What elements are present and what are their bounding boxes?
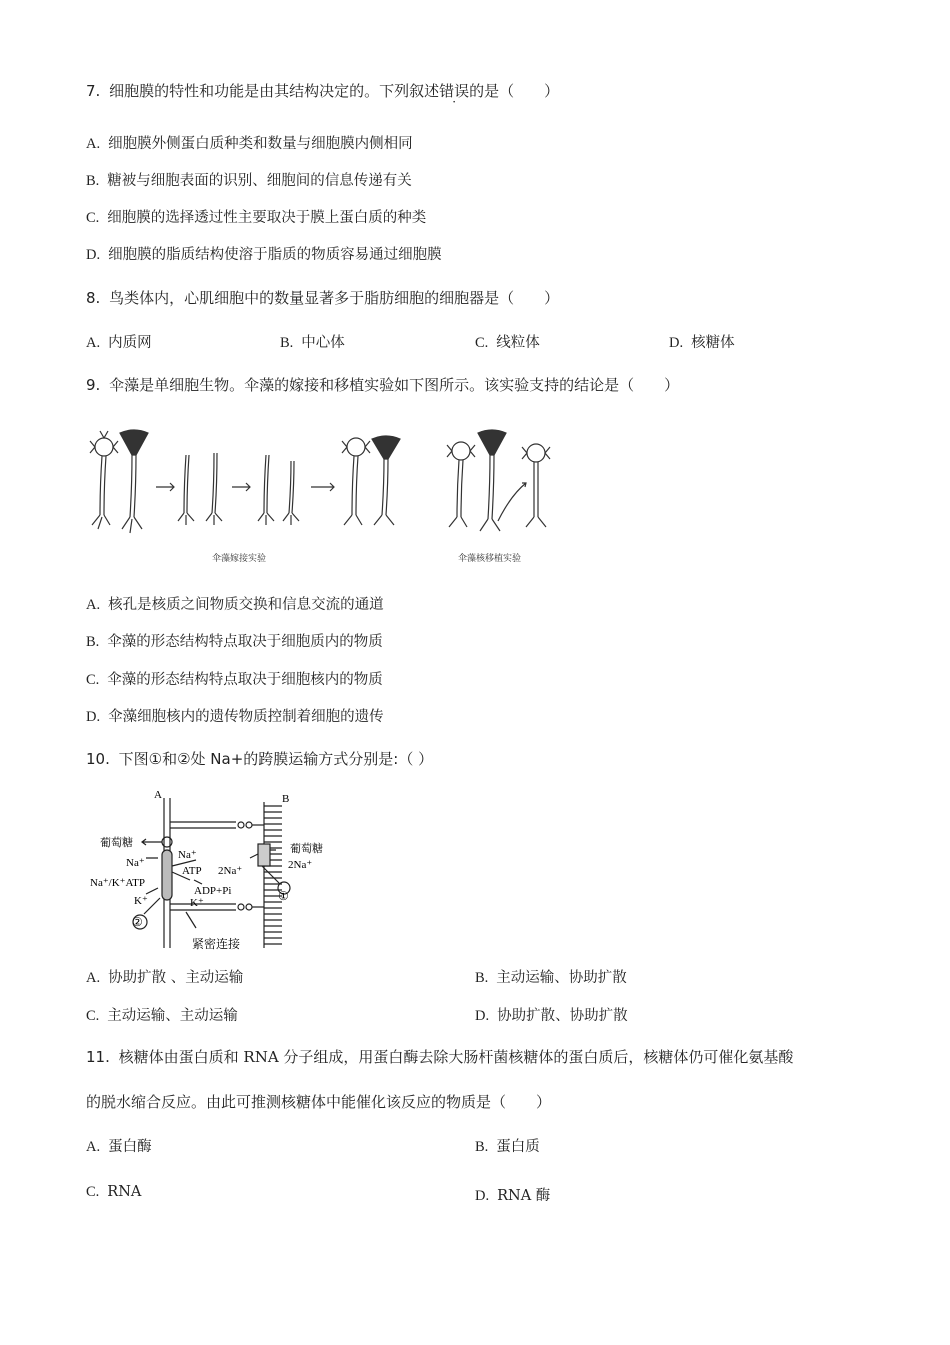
option-text: 伞藻的形态结构特点取决于细胞核内的物质	[107, 672, 383, 688]
q7-stem-emphasis: 错误	[439, 82, 470, 100]
option-key: D.	[669, 335, 684, 351]
acetabularia-figure	[86, 425, 566, 545]
label-b: B	[282, 793, 290, 805]
q7-option-a[interactable]	[86, 132, 413, 153]
q9-option-d[interactable]	[86, 705, 384, 726]
q9-number: 9.	[86, 376, 101, 394]
q9-stem-text: 伞藻是单细胞生物。伞藻的嫁接和移植实验如下图所示。该实验支持的结论是（ ）	[109, 376, 680, 394]
q7-number: 7.	[86, 82, 101, 100]
option-text: 协助扩散 、主动运输	[108, 970, 244, 986]
option-key: A.	[86, 597, 101, 613]
q11-number: 11.	[86, 1048, 110, 1066]
q11-stem-text-1: 核糖体由蛋白质和 RNA 分子组成，用蛋白酶去除大肠杆菌核糖体的蛋白质后，核糖体仍可催化氨基酸	[118, 1048, 794, 1066]
option-key: C.	[475, 335, 489, 351]
q8-option-d[interactable]	[669, 331, 735, 352]
option-key: D.	[86, 709, 101, 725]
umbrella-cap-alga	[120, 430, 148, 533]
option-key: A.	[86, 136, 101, 152]
q9-option-b[interactable]	[86, 630, 383, 651]
option-text: 核孔是核质之间物质交换和信息交流的通道	[108, 597, 384, 613]
option-key: C.	[86, 672, 100, 688]
option-key: B.	[475, 1139, 489, 1155]
q10-stem-text: 下图①和②处 Na+的跨膜运输方式分别是:（ ）	[118, 750, 434, 768]
option-key: B.	[280, 335, 294, 351]
option-key: C.	[86, 1008, 100, 1024]
option-key: D.	[475, 1008, 490, 1024]
option-key: A.	[86, 1139, 101, 1155]
q11-option-d[interactable]	[475, 1184, 550, 1205]
label-a: A	[154, 789, 162, 801]
q8-option-a[interactable]	[86, 331, 152, 352]
label-na-top: Na⁺	[178, 849, 197, 861]
label-atp: ATP	[182, 865, 202, 877]
q9-option-c[interactable]	[86, 668, 383, 689]
option-key: B.	[475, 970, 489, 986]
option-key: C.	[86, 210, 100, 226]
option-key: B.	[86, 173, 100, 189]
option-text: 中心体	[301, 335, 345, 351]
q9-stem	[86, 374, 679, 395]
option-text: 细胞膜的脂质结构使溶于脂质的物质容易通过细胞膜	[108, 247, 442, 263]
option-text: 细胞膜外侧蛋白质种类和数量与细胞膜内侧相同	[108, 136, 413, 152]
q8-number: 8.	[86, 289, 101, 307]
option-key: D.	[475, 1188, 490, 1204]
option-text: 蛋白质	[496, 1139, 540, 1155]
microvilli	[264, 802, 282, 948]
label-na-left: Na⁺	[126, 857, 145, 869]
label-circle-2: ②	[132, 915, 143, 929]
transplant-experiment-caption: 伞藻核移植实验	[458, 554, 522, 564]
q11-stem-text-2: 的脱水缩合反应。由此可推测核糖体中能催化该反应的物质是（ ）	[86, 1093, 552, 1111]
q7-stem-text-after: 的是（ ）	[469, 82, 560, 100]
option-key: A.	[86, 970, 101, 986]
q9-option-a[interactable]	[86, 593, 384, 614]
q7-option-d[interactable]	[86, 243, 442, 264]
label-adp: ADP+Pi	[194, 885, 232, 897]
q8-stem	[86, 287, 559, 308]
q11-stem-line1	[86, 1046, 793, 1067]
option-text: 线粒体	[496, 335, 540, 351]
q11-option-c[interactable]	[86, 1184, 141, 1201]
q10-stem	[86, 748, 433, 769]
option-text: 内质网	[108, 335, 152, 351]
option-text: 核糖体	[691, 335, 735, 351]
option-text: 细胞膜的选择透过性主要取决于膜上蛋白质的种类	[107, 210, 427, 226]
option-text: 伞藻细胞核内的遗传物质控制着细胞的遗传	[108, 709, 384, 725]
q10-number: 10.	[86, 750, 110, 768]
q10-option-a[interactable]	[86, 966, 243, 987]
q8-stem-text: 鸟类体内，心肌细胞中的数量显著多于脂肪细胞的细胞器是（ ）	[109, 289, 560, 307]
q7-option-b[interactable]	[86, 169, 412, 190]
label-circle-1: ①	[278, 889, 289, 903]
q8-option-b[interactable]	[280, 331, 345, 352]
label-2na-right: 2Na⁺	[288, 859, 313, 871]
q10-option-c[interactable]	[86, 1004, 238, 1025]
q10-option-b[interactable]	[475, 966, 627, 987]
q11-stem-line2	[86, 1091, 551, 1112]
option-text: 主动运输、协助扩散	[496, 970, 627, 986]
option-text: 主动运输、主动运输	[107, 1008, 238, 1024]
q7-option-c[interactable]	[86, 206, 426, 227]
option-key: A.	[86, 335, 101, 351]
q11-option-a[interactable]	[86, 1135, 152, 1156]
label-glucose-left: 葡萄糖	[100, 837, 133, 849]
graft-experiment-caption: 伞藻嫁接实验	[212, 554, 267, 564]
option-text: 伞藻的形态结构特点取决于细胞质内的物质	[107, 634, 383, 650]
label-pump: Na⁺/K⁺ATP	[90, 877, 145, 889]
label-2na-mid: 2Na⁺	[218, 865, 243, 877]
option-text: RNA 酶	[497, 1188, 551, 1204]
flower-cap-alga	[90, 431, 118, 529]
q8-option-c[interactable]	[475, 331, 540, 352]
option-key: B.	[86, 634, 100, 650]
option-text: RNA	[107, 1184, 142, 1200]
na-transport-figure	[86, 788, 356, 956]
option-key: D.	[86, 247, 101, 263]
q11-option-b[interactable]	[475, 1135, 540, 1156]
label-glucose-right: 葡萄糖	[290, 843, 323, 855]
q7-stem-text-before: 细胞膜的特性和功能是由其结构决定的。下列叙述	[109, 82, 440, 100]
q7-stem	[86, 80, 559, 101]
option-text: 协助扩散、协助扩散	[497, 1008, 628, 1024]
label-tight-junction: 紧密连接	[192, 937, 241, 951]
option-text: 糖被与细胞表面的识别、细胞间的信息传递有关	[107, 173, 412, 189]
q10-option-d[interactable]	[475, 1004, 628, 1025]
label-k-mid: K⁺	[190, 897, 204, 909]
label-k-left: K⁺	[134, 895, 148, 907]
option-text: 蛋白酶	[108, 1139, 152, 1155]
option-key: C.	[86, 1184, 100, 1200]
